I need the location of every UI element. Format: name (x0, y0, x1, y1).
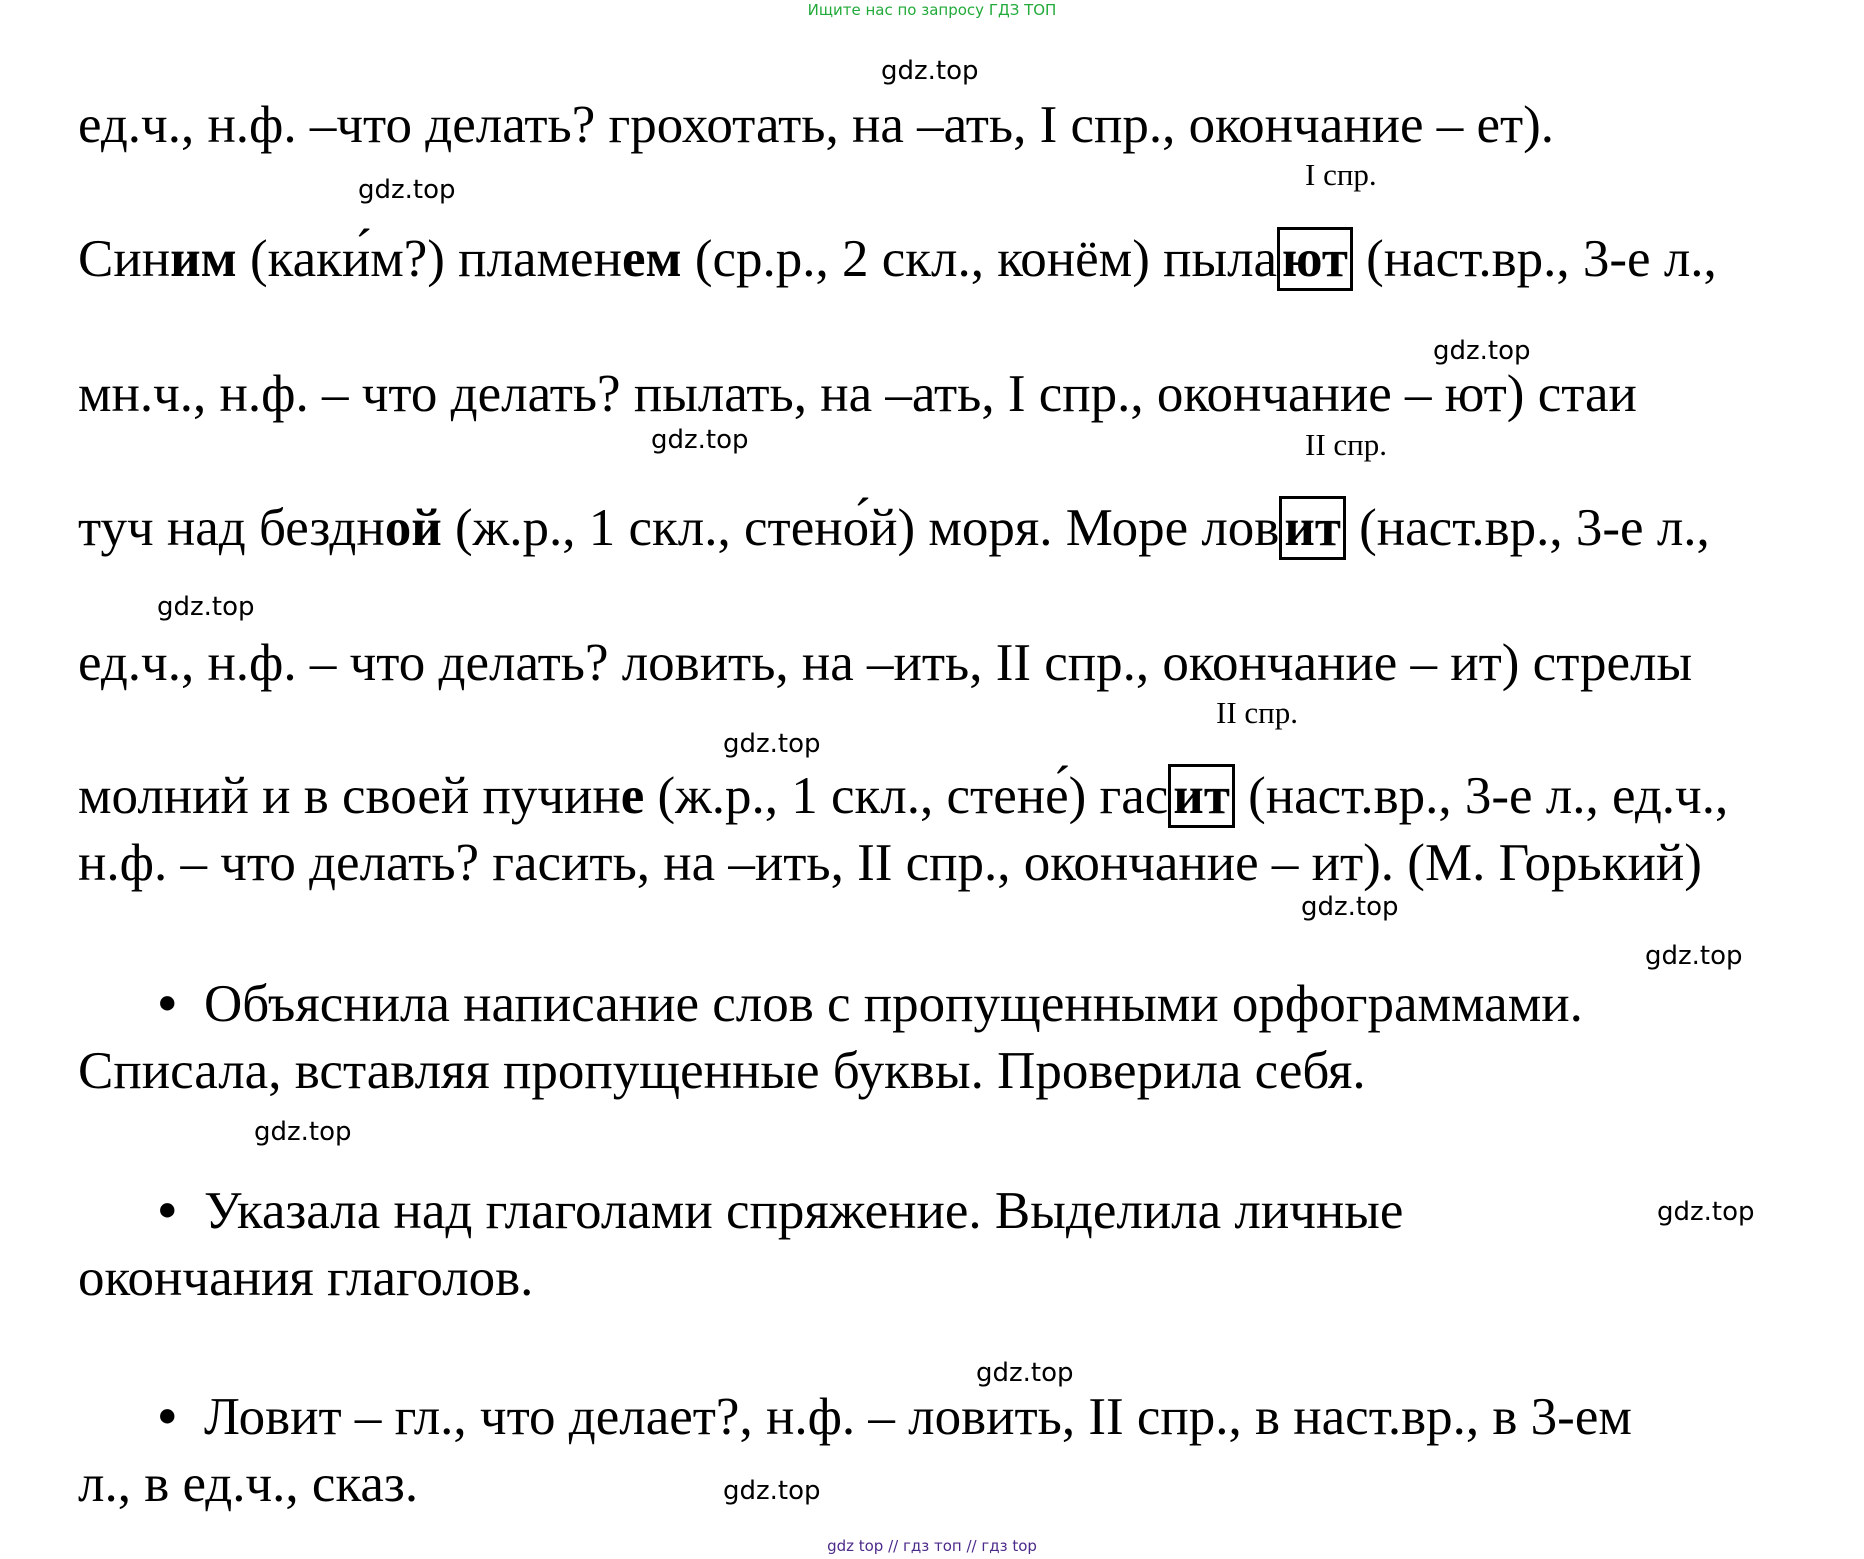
watermark: gdz.top (254, 1117, 352, 1147)
conjugation-annotation: I спр. (1305, 157, 1377, 192)
boxed-ending: ит (1168, 764, 1235, 828)
text-fragment: (ср.р., 2 скл., конём) пыла (681, 230, 1278, 288)
text-fragment: (наст.вр., 3-е л., (1345, 499, 1710, 557)
watermark: gdz.top (976, 1358, 1074, 1388)
bullet-marker: • (158, 1182, 177, 1240)
bullet-item (78, 1180, 1403, 1242)
watermark: gdz.top (723, 1476, 821, 1506)
text-fragment: (каки́м?) пламен (236, 230, 622, 288)
boxed-ending: ют (1277, 227, 1353, 291)
text-fragment: (ж.р., 1 скл., стено́й) моря. Море лов (441, 499, 1280, 557)
bullet-continuation: Списала, вставляя пропущенные буквы. Проверила себя. (78, 1042, 1366, 1100)
bullet-item (78, 973, 1583, 1035)
watermark: gdz.top (1433, 336, 1531, 366)
text-line-3: мн.ч., н.ф. – что делать? пылать, на –ать, I спр., окончание – ют) стаи (78, 365, 1637, 423)
text-fragment: туч над бездн (78, 499, 385, 557)
bullet-text: Объяснила написание слов с пропущенными орфограммами. (204, 975, 1583, 1033)
ending-bold: е (620, 767, 645, 825)
text-line-7: н.ф. – что делать? гасить, на –ить, II спр., окончание – ит). (М. Горький) (78, 834, 1702, 892)
conjugation-annotation: II спр. (1216, 695, 1298, 730)
ending-bold: ой (384, 499, 442, 557)
text-line-2 (78, 228, 1717, 290)
text-line-4 (78, 497, 1710, 559)
watermark: gdz.top (358, 175, 456, 205)
text-line-5: ед.ч., н.ф. – что делать? ловить, на –ить, II спр., окончание – ит) стрелы (78, 634, 1693, 692)
boxed-ending: ит (1279, 496, 1346, 560)
text-fragment: (наст.вр., 3-е л., (1352, 230, 1717, 288)
watermark: gdz.top (723, 729, 821, 759)
watermark: gdz.top (1657, 1197, 1755, 1227)
watermark: gdz.top (651, 425, 749, 455)
text-fragment: Син (78, 230, 171, 288)
watermark: gdz.top (157, 592, 255, 622)
text-line-1: ед.ч., н.ф. –что делать? грохотать, на –ать, I спр., окончание – ет). (78, 96, 1555, 154)
bullet-text: Ловит – гл., что делает?, н.ф. – ловить, II спр., в наст.вр., в 3-ем (204, 1388, 1632, 1446)
text-fragment: молний и в своей пучин (78, 767, 621, 825)
bullet-continuation: л., в ед.ч., сказ. (78, 1455, 419, 1513)
watermark: gdz.top (1301, 892, 1399, 922)
ending-bold: им (170, 230, 237, 288)
bullet-marker: • (158, 975, 177, 1033)
watermark: gdz.top (881, 56, 979, 86)
watermark: gdz.top (1645, 941, 1743, 971)
bullet-text: Указала над глаголами спряжение. Выделила личные (204, 1182, 1404, 1240)
text-line-6 (78, 765, 1728, 827)
text-fragment: (ж.р., 1 скл., стене́) гас (644, 767, 1169, 825)
ending-bold: ем (621, 230, 682, 288)
bullet-continuation: окончания глаголов. (78, 1249, 534, 1307)
site-footer-text[interactable]: gdz top // гдз топ // гдз top (827, 1537, 1037, 1555)
bullet-marker: • (158, 1388, 177, 1446)
conjugation-annotation: II спр. (1305, 427, 1387, 462)
bullet-item (78, 1386, 1632, 1448)
text-fragment: (наст.вр., 3-е л., ед.ч., (1234, 767, 1729, 825)
site-header-text[interactable]: Ищите нас по запросу ГДЗ ТОП (807, 1, 1057, 19)
